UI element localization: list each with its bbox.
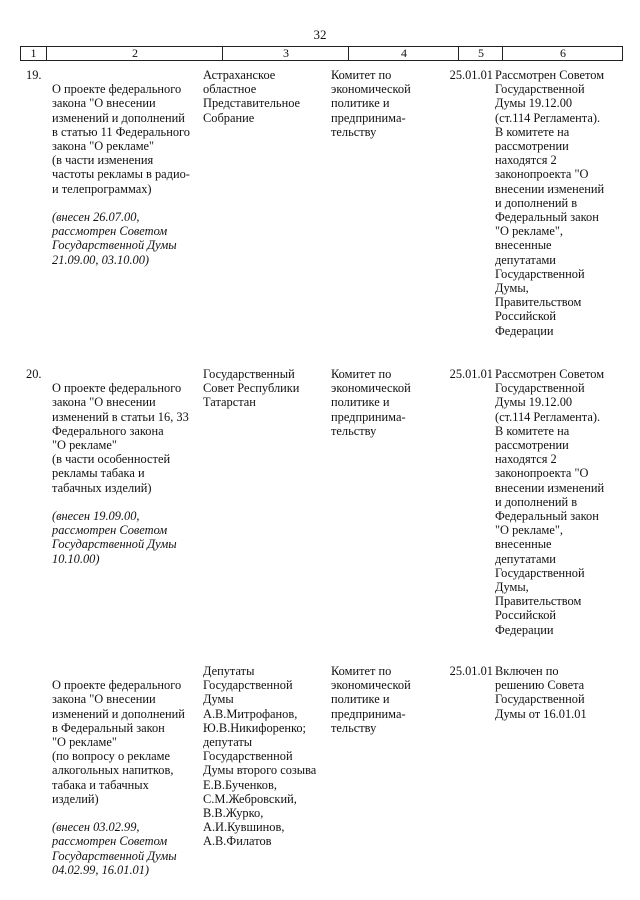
date: 25.01.01 [449,367,493,381]
date: 25.01.01 [449,664,493,678]
bill-title-cell [52,664,200,891]
bill-title-cell [52,367,200,580]
committee: Комитет по экономической политике и предпринима- тельству [331,68,411,139]
status: Рассмотрен Советом Государственной Думы 19.12.00 (ст.114 Регламента). В комитете на рассмотрении находятся 2 законопроекта "О внесении изменений и дополнений в Федеральный закон "О рекламе", внесенные депутатами Государственной Думы, Правительством Российской Федерации [495,68,605,338]
row-number: 20. [26,367,42,381]
bill-title: О проекте федерального закона "О внесении изменений и дополнений в статью 11 Федерального закона "О рекламе" (в части изменения частоты рекламы в радио- и телепрограммах) [52,82,191,196]
date: 25.01.01 [449,68,493,82]
header-col-5: 5 [458,47,503,60]
header-col-1: 1 [30,46,37,60]
header-col-2: 2 [46,47,223,60]
header-col-3: 3 [222,47,349,60]
bill-note: (внесен 19.09.00, рассмотрен Советом Государственной Думы 10.10.00) [52,509,177,566]
bill-note: (внесен 03.02.99, рассмотрен Советом Государственной Думы 04.02.99, 16.01.01) [52,820,177,877]
page-number: 32 [313,27,327,42]
committee: Комитет по экономической политике и предпринима- тельству [331,664,411,735]
bill-title: О проекте федерального закона "О внесении изменений и дополнений в Федеральный закон "О рекламе" (по вопросу о рекламе алкогольных напитков, табака и табачных изделий) [52,678,185,806]
header-col-6: 6 [502,47,623,60]
bill-title-cell [52,68,200,281]
initiator: Депутаты Государственной Думы А.В.Митрофанов, Ю.В.Никифоренко; депутаты Государственной Думы второго созыва Е.В.Бученков, С.М.Жебровский, В.В.Журко, А.И.Кувшинов, А.В.Филатов [203,664,317,849]
table-header [20,46,623,61]
committee: Комитет по экономической политике и предпринима- тельству [331,367,411,438]
status: Включен по решению Совета Государственной Думы от 16.01.01 [495,664,587,721]
status: Рассмотрен Советом Государственной Думы 19.12.00 (ст.114 Регламента). В комитете на рассмотрении находятся 2 законопроекта "О внесении изменений и дополнений в Федеральный закон "О рекламе", внесенные депутатами Государственной Думы, Правительством Российской Федерации [495,367,605,637]
header-col-4: 4 [348,47,459,60]
initiator: Астраханское областное Представительное Собрание [203,68,301,125]
initiator: Государственный Совет Республики Татарстан [203,367,300,410]
bill-note: (внесен 26.07.00, рассмотрен Советом Государственной Думы 21.09.00, 03.10.00) [52,210,177,267]
row-number: 19. [26,68,42,82]
bill-title: О проекте федерального закона "О внесении изменений в статьи 16, 33 Федерального закона "О рекламе" (в части особенностей рекламы табака и табачных изделий) [52,381,189,495]
